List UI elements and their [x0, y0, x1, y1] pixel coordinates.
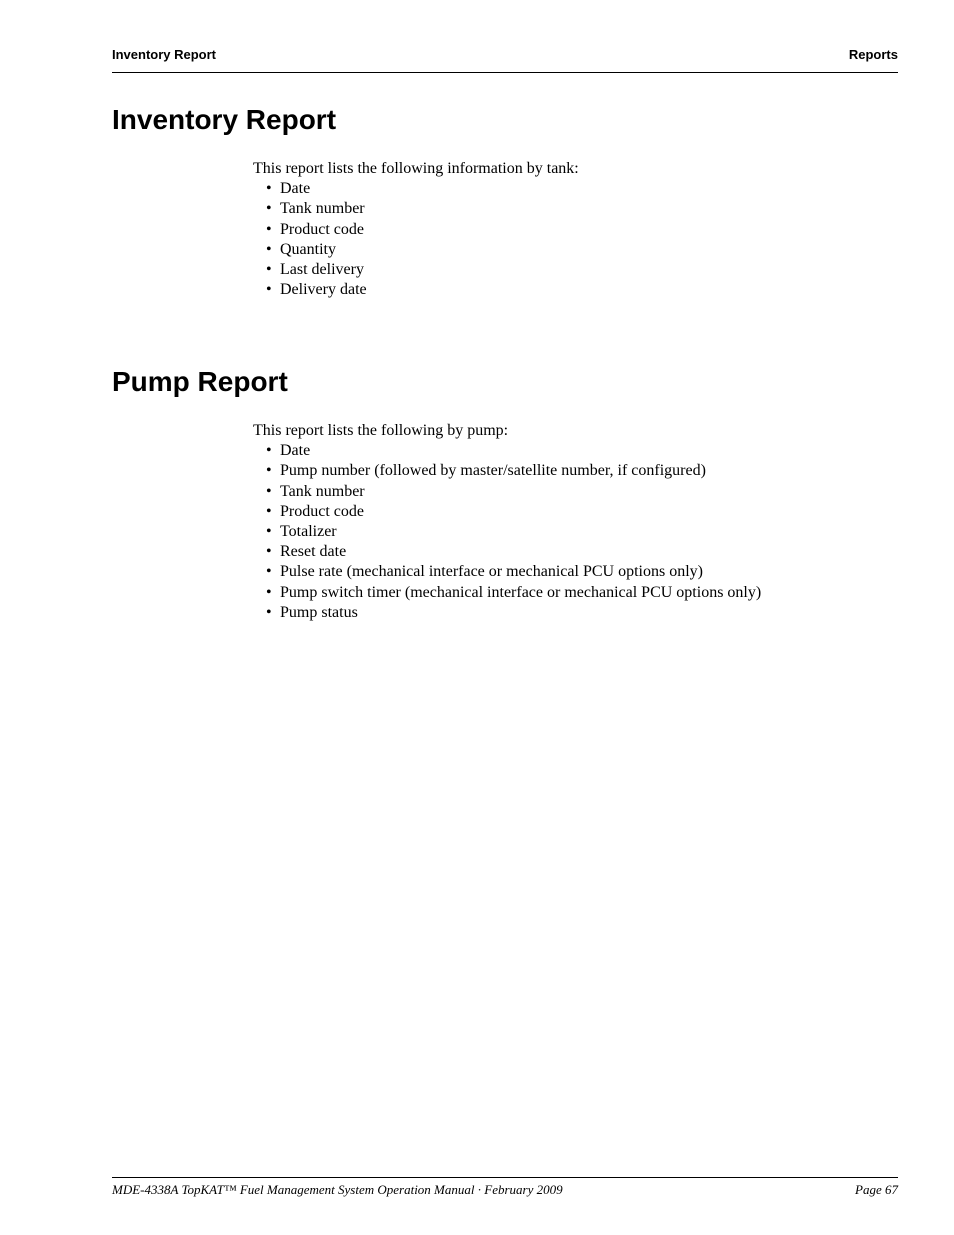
bullet-icon: •: [266, 543, 272, 561]
page-footer: [112, 1177, 898, 1197]
list-item: • Quantity: [253, 240, 579, 260]
bullet-icon: •: [266, 180, 272, 198]
list-item: • Pump number (followed by master/satellite number, if configured): [253, 461, 761, 481]
list-item: • Totalizer: [253, 522, 761, 542]
bullet-icon: •: [266, 442, 272, 460]
list-item: • Pump switch timer (mechanical interface or mechanical PCU options only): [253, 583, 761, 603]
inventory-report-heading: Inventory Report: [112, 104, 337, 135]
inventory-report-body: [253, 159, 579, 300]
list-item: • Pulse rate (mechanical interface or mechanical PCU options only): [253, 562, 761, 582]
bullet-icon: •: [266, 502, 272, 520]
bullet-icon: •: [266, 261, 272, 279]
bullet-icon: •: [266, 482, 272, 500]
bullet-icon: •: [266, 240, 272, 258]
bullet-icon: •: [266, 563, 272, 581]
page-header: [112, 46, 898, 73]
inventory-report-intro: This report lists the following information by tank:: [253, 160, 579, 177]
bullet-icon: •: [266, 523, 272, 541]
list-item: • Last delivery: [253, 260, 579, 280]
footer-page-number: Page 67: [855, 1182, 898, 1197]
header-section-title: Inventory Report: [112, 47, 217, 62]
bullet-icon: •: [266, 462, 272, 480]
bullet-icon: •: [266, 220, 272, 238]
list-item: • Tank number: [253, 199, 579, 219]
bullet-icon: •: [266, 281, 272, 299]
bullet-icon: •: [266, 583, 272, 601]
pump-report-heading: Pump Report: [112, 366, 288, 397]
pump-report-body: [253, 421, 761, 623]
pump-report-intro: This report lists the following by pump:: [253, 422, 509, 439]
list-item: • Date: [253, 441, 761, 461]
list-item: • Pump status: [253, 603, 761, 623]
list-item: • Product code: [253, 502, 761, 522]
bullet-icon: •: [266, 200, 272, 218]
header-chapter-title: Reports: [848, 47, 898, 62]
list-item: • Date: [253, 179, 579, 199]
bullet-icon: •: [266, 603, 272, 621]
footer-manual-title: MDE-4338A TopKAT™ Fuel Management System Operation Manual · February 2009: [112, 1182, 563, 1197]
list-item: • Delivery date: [253, 280, 579, 300]
inventory-report-list: [253, 179, 579, 300]
list-item: • Reset date: [253, 542, 761, 562]
list-item: • Product code: [253, 220, 579, 240]
pump-report-list: [253, 441, 761, 623]
list-item: • Tank number: [253, 482, 761, 502]
